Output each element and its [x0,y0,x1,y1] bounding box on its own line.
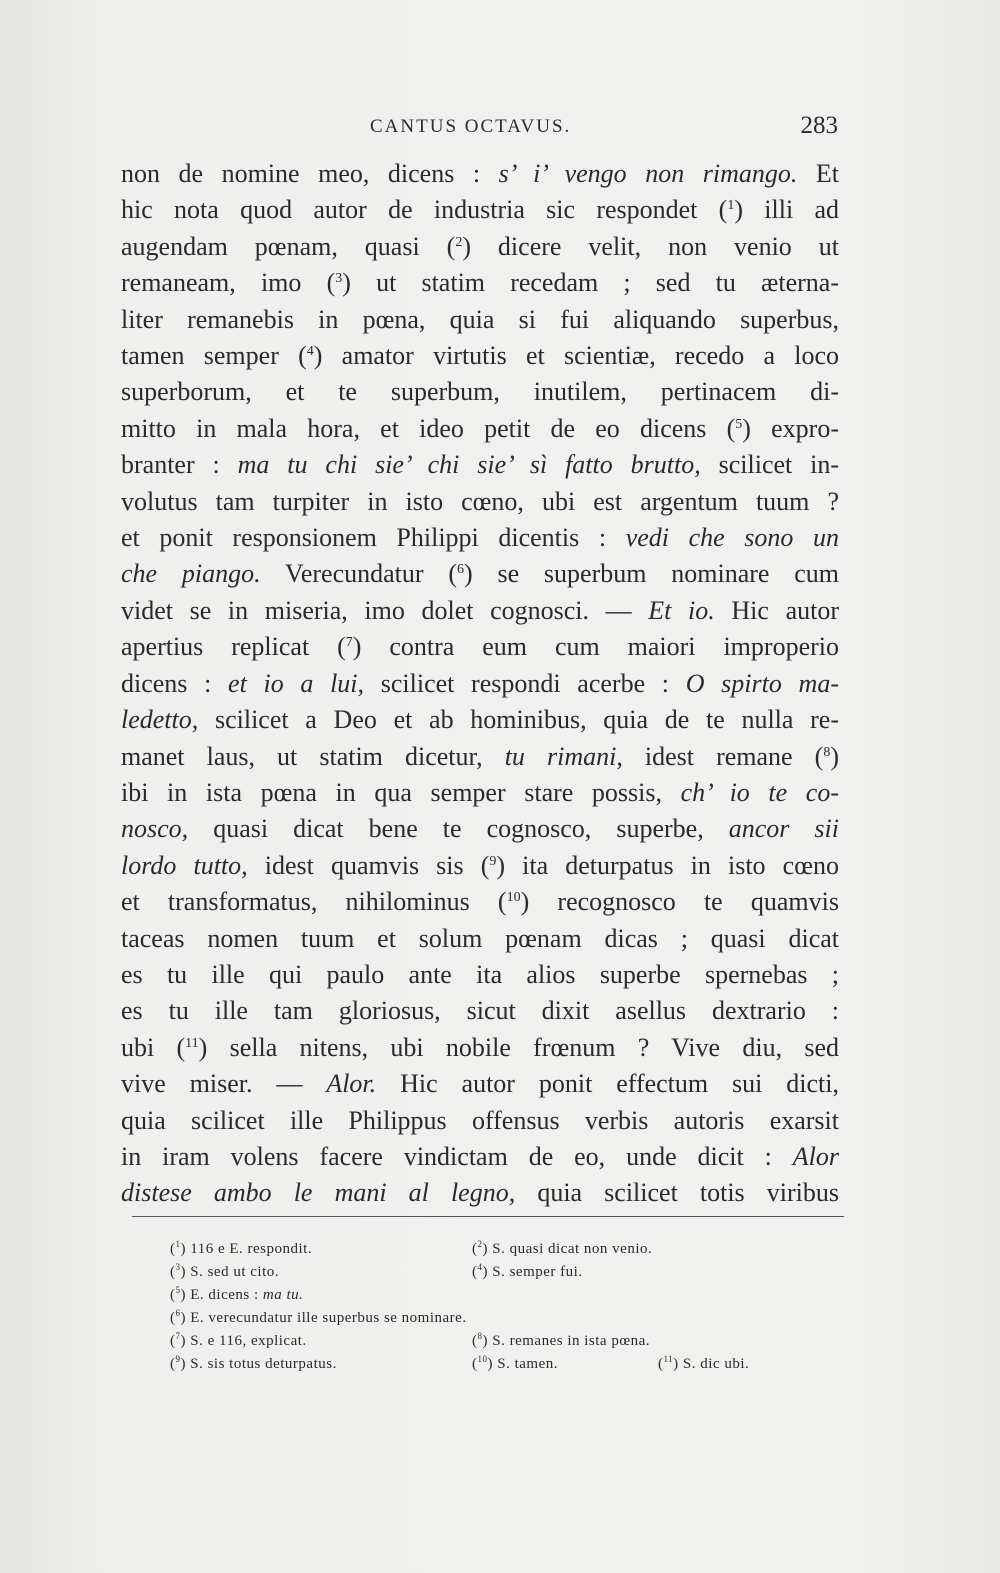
footnote-ref: 1 [727,198,735,214]
text-run: ubi ( [121,1032,186,1062]
text-line [121,156,839,192]
footnote-number: 8 [477,1331,483,1341]
footnote-row [170,1353,810,1376]
footnote-number: 2 [477,1239,483,1249]
text-line [121,993,839,1029]
text-run: quia scilicet totis viribus [515,1178,839,1208]
footnote: ($^8$) S. remanes in ista pœna. [472,1331,651,1349]
italic-quote: Alor [792,1141,839,1171]
footnote-number: 1 [175,1239,181,1249]
footnote-number: 5 [175,1285,181,1295]
text-run: S. semper fui. [492,1264,583,1280]
text-run: mitto in mala hora, et ideo petit de eo dicens ( [121,413,736,443]
text-run: S. sis totus deturpatus. [190,1356,337,1372]
text-run: E. dicens : [190,1287,263,1303]
running-head [120,112,838,142]
text-run: superborum, et te superbum, inutilem, pertinacem di- [121,377,839,407]
text-run: liter remanebis in pœna, quia si fui aliquando superbus, [121,304,839,334]
text-line [121,1030,839,1066]
text-run: volutus tam turpiter in isto cœno, ubi est argentum tuum ? [121,486,839,516]
text-line [121,265,839,301]
footnote-number: 6 [175,1308,181,1318]
footnote-ref: 2 [455,234,463,250]
footnote-rule [132,1216,844,1217]
text-line [121,921,839,957]
text-run: ) sella nitens, ubi nobile frœnum ? Vive diu, sed [198,1032,839,1062]
text-line [121,556,839,592]
text-line [121,666,839,702]
italic-quote: ledetto, [121,705,199,735]
footnotes [170,1238,810,1376]
text-line [121,702,839,738]
text-line [121,192,839,228]
text-line [121,957,839,993]
text-run: tamen semper ( [121,341,307,371]
text-run: vive miser. — [121,1069,327,1099]
italic-quote: distese ambo le mani al legno, [121,1178,516,1208]
text-line [121,374,839,410]
text-line [121,811,839,847]
text-run: es tu ille qui paulo ante ita alios superbe spernebas ; [121,959,839,989]
footnote-row [170,1307,810,1330]
italic-quote: nosco, [121,814,189,844]
text-run: et transformatus, nihilominus ( [121,887,507,917]
text-line [121,1066,839,1102]
text-run: S. e 116, explicat. [190,1333,307,1349]
text-run: Hic autor ponit effectum sui dicti, [376,1069,839,1099]
text-run: Verecundatur ( [260,559,457,589]
italic-quote: s’ i’ vengo non rimango. [498,159,798,188]
text-run: S. dic ubi. [682,1356,750,1372]
footnote-number: 9 [175,1354,181,1364]
footnote: ($^6$) E. verecundatur ille superbus se nominare. [170,1308,467,1326]
footnote: ($^{11}$) S. dic ubi. [658,1354,750,1372]
text-line [121,229,839,265]
text-run: S. quasi dicat non venio. [492,1241,653,1257]
text-line [121,447,839,483]
text-run: E. verecundatur ille superbus se nominare. [190,1310,467,1326]
italic-quote: vedi che sono un [625,523,839,553]
footnote-ref: 8 [823,744,831,760]
text-run: ) [830,741,839,771]
footnote-number: 7 [175,1331,181,1341]
text-run: quasi dicat bene te cognosco, superbe, [188,814,729,844]
text-run: S. sed ut cito. [190,1264,279,1280]
footnote-row [170,1284,810,1307]
footnote: ($^1$) 116 e E. respondit. [170,1239,313,1257]
text-run: S. remanes in ista pœna. [492,1333,651,1349]
text-line [121,848,839,884]
text-line [121,629,839,665]
text-run: ) dicere velit, non venio ut [462,231,839,261]
text-run: branter : [121,450,238,480]
text-run: remaneam, imo ( [121,268,336,298]
text-line [121,884,839,920]
footnote: ($^3$) S. sed ut cito. [170,1262,279,1280]
text-run: ) se superbum nominare cum [464,559,839,589]
footnote-ref: 5 [735,416,743,432]
text-run: manet laus, ut statim dicetur, [121,741,505,771]
text-run: quia scilicet ille Philippus offensus verbis autoris exarsit [121,1105,839,1135]
text-run: Et [797,159,840,188]
text-run: ) ut statim recedam ; sed tu æterna- [342,268,840,298]
footnote-ref: 7 [345,635,353,651]
italic-quote: lordo tutto, [121,850,248,880]
footnote: ($^7$) S. e 116, explicat. [170,1331,307,1349]
footnote: ($^2$) S. quasi dicat non venio. [472,1239,653,1257]
footnote: ($^4$) S. semper fui. [472,1262,583,1280]
footnote: ($^5$) E. dicens : ma tu. [170,1285,304,1303]
footnote: ($^{10}$) S. tamen. [472,1354,558,1372]
text-run: in iram volens facere vindictam de eo, unde dicit : [121,1141,793,1171]
page-number: 283 [800,112,838,139]
footnote-number: 11 [663,1354,674,1364]
italic-quote: ancor sii [728,814,839,844]
footnote: ($^9$) S. sis totus deturpatus. [170,1354,337,1372]
italic-quote: ch’ io te co- [680,777,839,807]
text-run: 116 e E. respondit. [190,1241,313,1257]
text-run: apertius replicat ( [121,632,346,662]
italic-quote: Et io. [648,595,715,625]
text-line [121,1175,839,1211]
text-line [121,775,839,811]
footnote-number: 10 [477,1354,488,1364]
footnote-ref: 3 [335,271,343,287]
italic-quote: Alor. [326,1069,377,1099]
text-run: scilicet in- [700,450,840,480]
italic-quote: che piango. [121,559,261,589]
text-run: non de nomine meo, dicens : [121,159,499,188]
text-run: es tu ille tam gloriosus, sicut dixit asellus dextrario : [121,996,839,1026]
text-run: dicens : [121,668,229,698]
italic-quote: O spirto ma- [685,668,839,698]
italic-quote: ma tu chi sie’ chi sie’ sì fatto brutto, [237,450,701,480]
text-line [121,484,839,520]
footnote-number: 3 [175,1262,181,1272]
text-run: ibi in ista pœna in qua semper stare possis, [121,777,681,807]
italic-quote: ma tu. [262,1287,304,1303]
text-run: et ponit responsionem Philippi dicentis : [121,523,626,553]
text-run: hic nota quod autor de industria sic respondet ( [121,195,728,225]
text-run: ) ita deturpatus in isto cœno [496,850,839,880]
footnote-row [170,1330,810,1353]
footnote-row [170,1261,810,1284]
text-run: videt se in miseria, imo dolet cognosci. — [121,595,649,625]
italic-quote: tu rimani, [504,741,623,771]
text-line [121,593,839,629]
text-run: S. tamen. [497,1356,558,1372]
text-line [121,302,839,338]
text-run: scilicet a Deo et ab hominibus, quia de te nulla re- [198,705,839,735]
text-line [121,1139,839,1175]
running-title: CANTUS OCTAVUS. [370,116,572,137]
text-line [121,739,839,775]
italic-quote: et io a lui, [228,668,365,698]
text-run: ) expro- [742,413,839,443]
text-run: ) illi ad [734,195,839,225]
footnote-row [170,1238,810,1261]
text-run: ) recognosco te quamvis [520,887,839,917]
text-line [121,1103,839,1139]
text-run: idest remane ( [622,741,824,771]
text-line [121,520,839,556]
body-text [121,156,839,1212]
text-run: taceas nomen tuum et solum pœnam dicas ; quasi dicat [121,923,839,953]
text-run: augendam pœnam, quasi ( [121,231,456,261]
footnote-number: 4 [477,1262,483,1272]
footnote-ref: 10 [506,890,521,906]
footnote-ref: 6 [457,562,464,578]
text-run: ) amator virtutis et scientiæ, recedo a loco [313,341,839,371]
text-run: ) contra eum cum maiori improperio [352,632,839,662]
footnote-ref: 4 [306,344,314,360]
text-run: idest quamvis sis ( [247,850,490,880]
text-line [121,411,839,447]
footnote-ref: 9 [489,853,497,869]
footnote-ref: 11 [185,1035,199,1051]
text-run: Hic autor [714,595,839,625]
text-run: scilicet respondi acerbe : [364,668,686,698]
text-line [121,338,839,374]
